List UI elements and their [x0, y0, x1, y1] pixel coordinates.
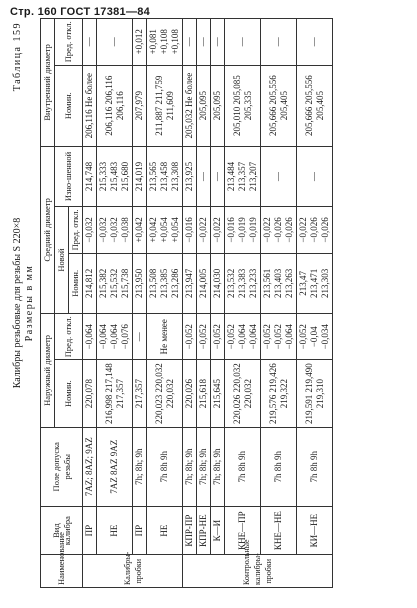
cell-o-nom: 219,576 219,426 219,322 — [261, 360, 297, 427]
cell-m-nom: 213,561 213,403 213,263 — [261, 253, 297, 313]
cell-m-nom: 213,947 — [183, 253, 197, 313]
col-tolerance: Поле допуска резьбы — [41, 427, 83, 506]
cell-i-dev: — — [261, 19, 297, 66]
table-row — [297, 19, 333, 588]
cell-m-nom: 214,812 — [83, 253, 97, 313]
cell-i-nom: 205,666 205,556 205,405 — [261, 65, 297, 146]
cell-tol: 7h; 8h; 9h — [211, 427, 225, 506]
cell-tol: 7h; 8h; 9h — [133, 427, 147, 506]
cell-m-nom: 214,030 — [211, 253, 225, 313]
cell-i-dev: — — [183, 19, 197, 66]
cell-m-worn: 214,019 — [133, 146, 147, 206]
cell-type: КПР-НЕ — [197, 506, 211, 555]
cell-m-worn: — — [297, 146, 333, 206]
cell-i-dev: +0,081 +0,108 +0,108 — [147, 19, 183, 66]
cell-i-dev: — — [197, 19, 211, 66]
table-subcaption: Размеры в мм — [24, 264, 35, 342]
table-row — [133, 19, 147, 588]
cell-m-dev: −0,032 — [83, 207, 97, 253]
cell-i-nom: 207,979 — [133, 65, 147, 146]
table-row — [97, 19, 133, 588]
cell-o-dev: −0,064 −0,064 −0,076 — [97, 314, 133, 360]
table-row — [197, 19, 211, 588]
table-caption: Калибры резьбовые для резьбы S 220×8 — [12, 217, 23, 389]
cell-i-nom: 205,032 Не более — [183, 65, 197, 146]
group-label: Калибры-пробки — [83, 555, 183, 588]
cell-m-nom: 213,950 — [133, 253, 147, 313]
cell-m-dev: −0,022 −0,026 −0,026 — [297, 207, 333, 253]
cell-i-nom: 205,095 — [197, 65, 211, 146]
cell-type: ПР — [83, 506, 97, 555]
cell-m-worn: — — [261, 146, 297, 206]
cell-tol: 7AZ; 8AZ; 9AZ — [83, 427, 97, 506]
cell-tol: 7h; 8h; 9h — [183, 427, 197, 506]
cell-i-nom: 205,095 — [211, 65, 225, 146]
cell-m-dev: −0,016 −0,019 −0,019 — [225, 207, 261, 253]
table-row — [211, 19, 225, 588]
gauge-table — [40, 18, 333, 588]
cell-type: КПР-ПР — [183, 506, 197, 555]
cell-type: КИ—НЕ — [297, 506, 333, 555]
page-header: Стр. 160 ГОСТ 17381—84 — [10, 6, 151, 18]
cell-m-nom: 215,382 215,532 215,738 — [97, 253, 133, 313]
cell-i-dev: — — [83, 19, 97, 66]
cell-i-nom: 205,666 205,556 205,405 — [297, 65, 333, 146]
cell-m-dev: −0,022 — [197, 207, 211, 253]
col-inner: Внутренний диаметр — [41, 19, 55, 147]
cell-i-dev: — — [225, 19, 261, 66]
col-mid-nom: Номин. — [69, 253, 83, 313]
col-mid-dev: Пред. откл. — [69, 207, 83, 253]
cell-tol: 7h 8h 9h — [297, 427, 333, 506]
col-outer-nom: Номин. — [55, 360, 83, 427]
cell-m-nom: 213,508 213,385 213,286 — [147, 253, 183, 313]
cell-m-worn: 213,925 — [183, 146, 197, 206]
cell-o-dev: −0,052 — [183, 314, 197, 360]
cell-o-nom: 215,645 — [211, 360, 225, 427]
cell-tol: 7h 8h 9h — [261, 427, 297, 506]
col-mid-worn: Изно-шенной — [55, 146, 83, 206]
group-label: Контрольные калибры-пробки — [183, 555, 333, 588]
table-number: Таблица 159 — [12, 22, 23, 92]
cell-o-dev: Не менее — [147, 314, 183, 360]
cell-m-nom: 213,47 213,471 213,303 — [297, 253, 333, 313]
table-row — [83, 19, 97, 588]
cell-m-dev: −0,032 −0,032 −0,038 — [97, 207, 133, 253]
cell-i-nom: 206,116 Не более — [83, 65, 97, 146]
cell-type: К—И — [211, 506, 225, 555]
cell-i-dev: — — [97, 19, 133, 66]
cell-type: НЕ — [97, 506, 133, 555]
cell-o-nom: 220,026 220,032 220,032 — [225, 360, 261, 427]
cell-m-nom: 214,005 — [197, 253, 211, 313]
cell-m-dev: −0,022 −0,026 −0,026 — [261, 207, 297, 253]
col-mid: Средний диаметр — [41, 146, 55, 313]
cell-m-worn: 214,748 — [83, 146, 97, 206]
cell-o-dev: −0,064 — [83, 314, 97, 360]
cell-type: ПР — [133, 506, 147, 555]
cell-i-nom: 205,010 205,085 205,335 — [225, 65, 261, 146]
cell-tol: 7h 8h 9h — [225, 427, 261, 506]
rotated-table-block — [10, 18, 410, 588]
table-row — [183, 19, 197, 588]
cell-m-dev: −0,016 — [183, 207, 197, 253]
col-inner-dev: Пред. откл. — [55, 19, 83, 66]
col-name: Наименование — [41, 555, 83, 588]
cell-o-nom: 217,357 — [133, 360, 147, 427]
cell-m-worn: — — [211, 146, 225, 206]
cell-m-worn: 213,565 213,458 213,308 — [147, 146, 183, 206]
cell-tol: 7h; 8h; 9h — [197, 427, 211, 506]
cell-tol: 7h 8h 9h — [147, 427, 183, 506]
table-row — [225, 19, 261, 588]
table-row — [261, 19, 297, 588]
cell-type: КНЕ—НЕ — [261, 506, 297, 555]
table-title-area — [10, 18, 35, 588]
cell-o-nom: 215,618 — [197, 360, 211, 427]
cell-o-dev: −0,052 — [197, 314, 211, 360]
cell-o-dev: — — [133, 314, 147, 360]
cell-type: НЕ — [147, 506, 183, 555]
cell-m-worn: 213,484 213,357 213,207 — [225, 146, 261, 206]
cell-o-dev: −0,052 −0,04 −0,034 — [297, 314, 333, 360]
col-inner-nom: Номин. — [55, 65, 83, 146]
table-row — [147, 19, 183, 588]
cell-o-dev: −0,052 −0,064 −0,064 — [225, 314, 261, 360]
cell-m-dev: +0,042 — [133, 207, 147, 253]
col-outer: Наружный диаметр — [41, 314, 55, 428]
cell-o-nom: 220,026 — [183, 360, 197, 427]
cell-i-dev: — — [211, 19, 225, 66]
cell-o-nom: 216,998 217,148 217,357 — [97, 360, 133, 427]
cell-tol: 7AZ 8AZ 9AZ — [97, 427, 133, 506]
cell-i-dev: — — [297, 19, 333, 66]
cell-o-nom: 220,078 — [83, 360, 97, 427]
cell-m-dev: +0,042 +0,054 +0,054 — [147, 207, 183, 253]
cell-m-nom: 213,532 213,383 213,233 — [225, 253, 261, 313]
cell-m-worn: — — [197, 146, 211, 206]
cell-o-nom: 219,591 219,490 219,310 — [297, 360, 333, 427]
cell-m-worn: 215,333 215,483 215,680 — [97, 146, 133, 206]
col-type: Вид калибра — [41, 506, 83, 555]
cell-i-nom: 206,116 206,116 206,116 — [97, 65, 133, 146]
col-mid-new: Новой — [55, 207, 69, 314]
cell-o-nom: 220,023 220,032 220,032 — [147, 360, 183, 427]
col-outer-dev: Пред. откл. — [55, 314, 83, 360]
cell-m-dev: −0,022 — [211, 207, 225, 253]
cell-o-dev: −0,052 — [211, 314, 225, 360]
cell-type: КНЕ—ПР — [225, 506, 261, 555]
cell-o-dev: −0,052 −0,052 −0,064 — [261, 314, 297, 360]
cell-i-dev: +0,012 — [133, 19, 147, 66]
cell-i-nom: 211,887 211,759 211,609 — [147, 65, 183, 146]
